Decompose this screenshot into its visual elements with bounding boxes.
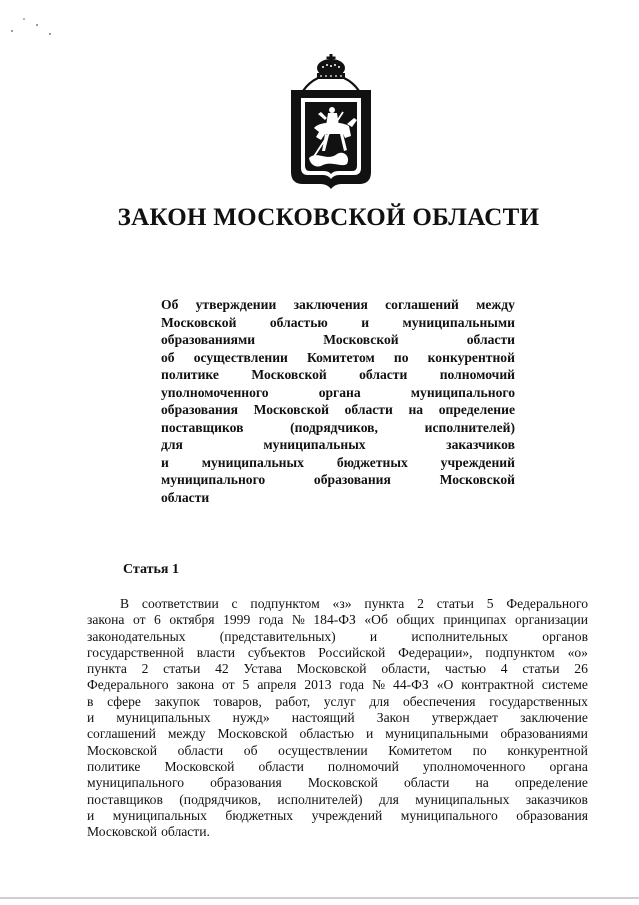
body-line: и муниципальных нужд» настоящий Закон утверждает заключение: [87, 710, 588, 726]
subject-line: Об утверждении заключения соглашений между: [161, 297, 515, 312]
subject-line: для муниципальных заказчиков: [161, 437, 515, 452]
coat-of-arms-emblem: [281, 54, 381, 190]
page-bottom-edge: [0, 897, 639, 899]
subject-line: образования Московской области на определение: [161, 402, 515, 417]
subject-line: уполномоченного органа муниципального: [161, 384, 515, 400]
body-line: муниципального образования Московской области на определение: [87, 775, 588, 791]
body-line: поставщиков (подрядчиков, исполнителей) для муниципальных заказчиков: [87, 791, 588, 807]
scan-specks: [0, 0, 639, 60]
subject-line: политике Московской области полномочий: [161, 367, 515, 382]
subject-line: образованиями Московской области: [161, 332, 515, 347]
subject-line: поставщиков (подрядчиков, исполнителей): [161, 419, 515, 435]
article-body: [87, 596, 588, 840]
law-subject-heading: [161, 296, 515, 506]
subject-line: об осуществлении Комитетом по конкурентной: [161, 349, 515, 365]
document-title: ЗАКОН МОСКОВСКОЙ ОБЛАСТИ: [117, 204, 540, 231]
body-line: и муниципальных бюджетных учреждений муниципального образования: [87, 807, 588, 823]
article-heading: Статья 1: [123, 562, 179, 577]
body-line: Московской области об осуществлении Комитетом по конкурентной: [87, 742, 588, 758]
body-line: государственной власти субъектов Российской Федерации», подпунктом «о»: [87, 644, 588, 660]
body-line: закона от 6 октября 1999 года № 184-ФЗ «Об общих принципах организации: [87, 612, 588, 628]
body-line: законодательных (представительных) и исполнительных органов: [87, 628, 588, 644]
subject-line: и муниципальных бюджетных учреждений: [161, 454, 515, 470]
body-line: Московской области.: [87, 824, 210, 840]
body-line: Федерального закона от 5 апреля 2013 года № 44-ФЗ «О контрактной системе: [87, 677, 588, 693]
body-line: политике Московской области полномочий уполномоченного органа: [87, 758, 588, 774]
body-line: В соответствии с подпунктом «з» пункта 2 статьи 5 Федерального: [120, 596, 588, 611]
body-line: пункта 2 статьи 42 Устава Московской области, частью 4 статьи 26: [87, 661, 588, 677]
subject-line: Московской областью и муниципальными: [161, 314, 515, 330]
subject-line: муниципального образования Московской: [161, 472, 515, 487]
body-line: в сфере закупок товаров, работ, услуг для обеспечения государственных: [87, 693, 588, 709]
body-line: соглашений между Московской областью и муниципальными образованиями: [87, 726, 588, 742]
subject-line: области: [161, 489, 210, 505]
